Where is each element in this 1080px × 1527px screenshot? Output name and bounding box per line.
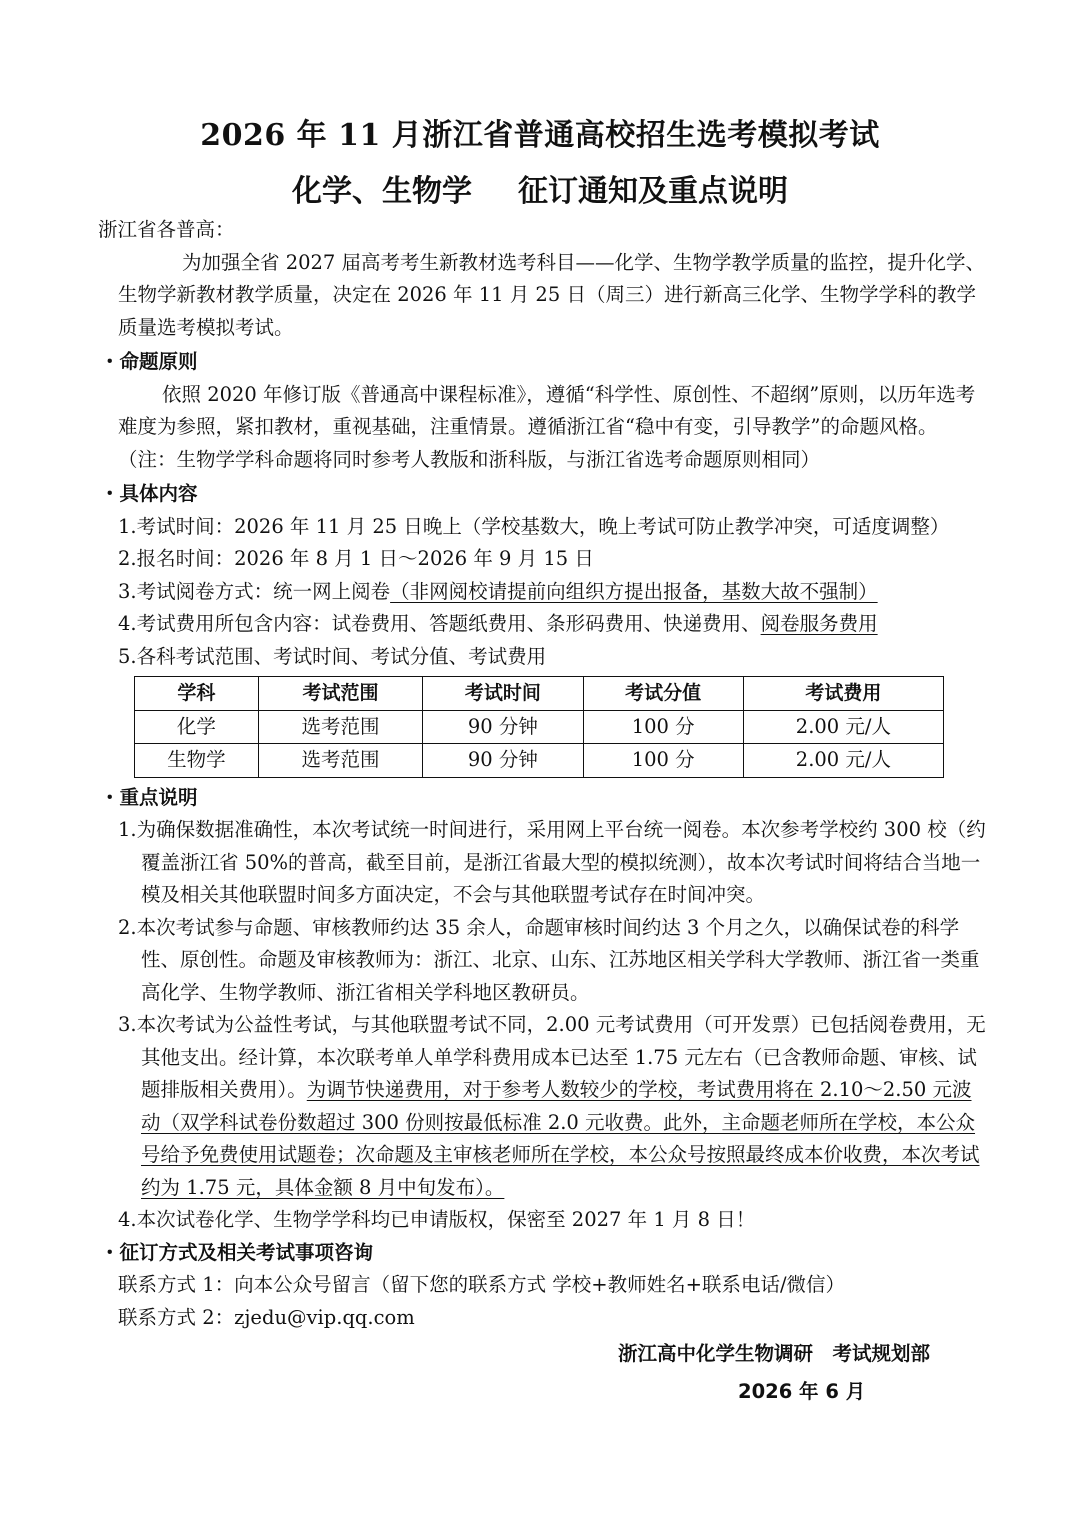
table-header: 考试时间 xyxy=(423,677,583,711)
table-cell: 100 分 xyxy=(583,744,743,778)
key-note-3 xyxy=(98,1009,986,1204)
table-row xyxy=(135,710,944,744)
document-title: 2026 年 11 月浙江省普通高校招生选考模拟考试 xyxy=(200,118,880,153)
contact-method-2: 联系方式 2：zjedu@vip.qq.com xyxy=(118,1305,415,1329)
marking-method-note: （非网阅校请提前向组织方提出报备，基数大故不强制） xyxy=(390,579,878,603)
salutation: 浙江省各普高： xyxy=(98,218,235,241)
key-note-3-text: 3.本次考试为公益性考试，与其他联盟考试不同，2.00 元考试费用（可开发票）已包括阅卷费用，无其他支出。经计算，本次联考单人单学科费用成本已达至 1.75 元左右（已含教师命题、审核、试题排版相关费用）。 xyxy=(118,1013,986,1101)
detail-exam-time: 1.考试时间：2026 年 11 月 25 日晚上（学校基数大，晚上考试可防止教学冲突，可适度调整） xyxy=(118,514,950,538)
contact-method-1: 联系方式 1：向本公众号留言（留下您的联系方式 学校+教师姓名+联系电话/微信） xyxy=(118,1273,846,1296)
fee-content-marking: 阅卷服务费用 xyxy=(760,612,878,635)
table-cell: 90 分钟 xyxy=(423,744,583,778)
marking-method-text: 3.考试阅卷方式：统一网上阅卷 xyxy=(118,579,391,603)
detail-register-time: 2.报名时间：2026 年 8 月 1 日～2026 年 9 月 15 日 xyxy=(118,547,594,570)
table-header: 考试分值 xyxy=(583,677,743,711)
table-header-row xyxy=(135,677,944,711)
key-note-2: 2.本次考试参与命题、审核教师约达 35 余人，命题审核时间约达 3 个月之久，以确保试卷的科学性、原创性。命题及审核教师为：浙江、北京、山东、江苏地区相关学科大学教师、浙江省一类重高化学、生物学教师、浙江省相关学科地区教研员。 xyxy=(118,915,980,1004)
table-cell: 90 分钟 xyxy=(423,710,583,744)
section-heading-principles: ・命题原则 xyxy=(100,350,198,373)
table-header: 考试范围 xyxy=(258,677,422,711)
detail-fee-content xyxy=(118,608,986,641)
table-cell: 生物学 xyxy=(135,744,259,778)
table-row xyxy=(135,744,944,778)
section-heading-subscription: ・征订方式及相关考试事项咨询 xyxy=(100,1240,374,1264)
document-subtitle xyxy=(0,166,1080,210)
signature-org: 浙江高中化学生物调研 考试规划部 xyxy=(618,1342,931,1365)
table-cell: 100 分 xyxy=(583,710,743,744)
section-heading-details: ・具体内容 xyxy=(100,482,198,505)
key-note-1: 1.为确保数据准确性，本次考试统一时间进行，采用网上平台统一阅卷。本次参考学校约 300 校（约覆盖浙江省 50%的普高，截至目前，是浙江省最大型的模拟统测），故本次考试时间将结合当地一模及相关其他联盟时间多方面决定，不会与其他联盟考试存在时间冲突。 xyxy=(118,818,986,906)
key-note-3-underlined: 为调节快递费用，对于参考人数较少的学校，考试费用将在 2.10～2.50 元波动（双学科试卷份数超过 300 份则按最低标准 2.0 元收费。此外，主命题老师所在学校，本公众号给予免费使用试题卷；次命题及主审核老师所在学校，本公众号按照最终成本价收费，本次考试约为 1.75 元，具体金额 8 月中旬发布）。 xyxy=(141,1078,980,1199)
subtitle-subjects: 化学、生物学 xyxy=(292,174,472,209)
subtitle-notice: 征订通知及重点说明 xyxy=(518,174,788,209)
table-cell: 选考范围 xyxy=(258,710,422,744)
intro-paragraph: 为加强全省 2027 届高考考生新教材选考科目——化学、生物学教学质量的监控，提升化学、生物学新教材教学质量，决定在 2026 年 11 月 25 日（周三）进行新高三化学、生物学学科的教学质量选考模拟考试。 xyxy=(118,250,986,339)
exam-table xyxy=(134,676,944,778)
table-cell: 2.00 元/人 xyxy=(743,710,943,744)
table-cell: 选考范围 xyxy=(258,744,422,778)
document-body xyxy=(98,214,986,1334)
principles-paragraph: 依照 2020 年修订版《普通高中课程标准》，遵循“科学性、原创性、不超纲”原则，以历年选考难度为参照，紧扣教材，重视基础，注重情景。遵循浙江省“稳中有变，引导教学”的命题风格。（注：生物学学科命题将同时参考人教版和浙科版，与浙江省选考命题原则相同） xyxy=(118,382,976,471)
detail-marking-method xyxy=(118,576,986,609)
key-note-4: 4.本次试卷化学、生物学学科均已申请版权，保密至 2027 年 1 月 8 日！ xyxy=(118,1208,756,1231)
table-header: 学科 xyxy=(135,677,259,711)
signature-date: 2026 年 6 月 xyxy=(738,1380,866,1403)
section-heading-key-notes: ・重点说明 xyxy=(100,785,198,809)
table-cell: 2.00 元/人 xyxy=(743,744,943,778)
detail-subject-info: 5.各科考试范围、考试时间、考试分值、考试费用 xyxy=(118,644,547,668)
table-header: 考试费用 xyxy=(743,677,943,711)
table-cell: 化学 xyxy=(135,710,259,744)
fee-content-text: 4.考试费用所包含内容：试卷费用、答题纸费用、条形码费用、快递费用、 xyxy=(118,612,761,635)
